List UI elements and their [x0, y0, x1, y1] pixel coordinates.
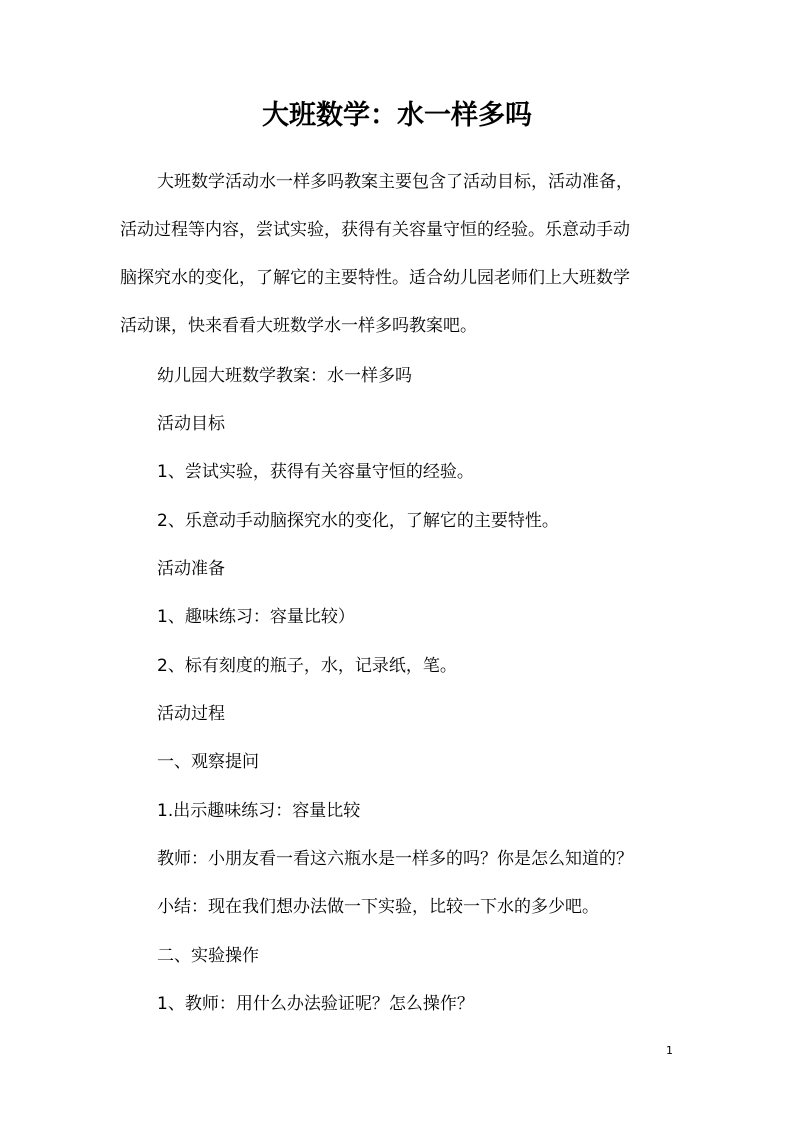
- goal-item-1: 1、尝试实验，获得有关容量守恒的经验。: [157, 462, 474, 482]
- process-substep-2: 1、教师：用什么办法验证呢？怎么操作？: [157, 994, 474, 1014]
- section-process-heading: 活动过程: [157, 704, 225, 724]
- intro-line-2: 活动过程等内容，尝试实验，获得有关容量守恒的经验。乐意动手动: [120, 220, 630, 240]
- section-goals-heading: 活动目标: [157, 414, 225, 434]
- prep-item-1: 1、趣味练习：容量比较）: [157, 607, 355, 627]
- intro-line-4: 活动课，快来看看大班数学水一样多吗教案吧。: [120, 316, 477, 336]
- prep-item-2: 2、标有刻度的瓶子，水，记录纸，笔。: [157, 656, 457, 676]
- teacher-question: 教师：小朋友看一看这六瓶水是一样多的吗？你是怎么知道的？: [157, 849, 633, 869]
- page-number: 1: [666, 1044, 673, 1057]
- lesson-heading: 幼儿园大班数学教案：水一样多吗: [157, 366, 412, 386]
- process-substep-1: 1.出示趣味练习：容量比较: [157, 801, 361, 821]
- intro-line-3: 脑探究水的变化，了解它的主要特性。适合幼儿园老师们上大班数学: [120, 268, 630, 288]
- intro-line-1: 大班数学活动水一样多吗教案主要包含了活动目标，活动准备，: [157, 172, 633, 192]
- page-title: 大班数学：水一样多吗: [262, 100, 532, 131]
- section-prep-heading: 活动准备: [157, 559, 225, 579]
- process-step-2-heading: 二、实验操作: [157, 946, 259, 966]
- goal-item-2: 2、乐意动手动脑探究水的变化，了解它的主要特性。: [157, 511, 559, 531]
- process-step-1-heading: 一、观察提问: [157, 752, 259, 772]
- summary-line: 小结：现在我们想办法做一下实验，比较一下水的多少吧。: [157, 897, 599, 917]
